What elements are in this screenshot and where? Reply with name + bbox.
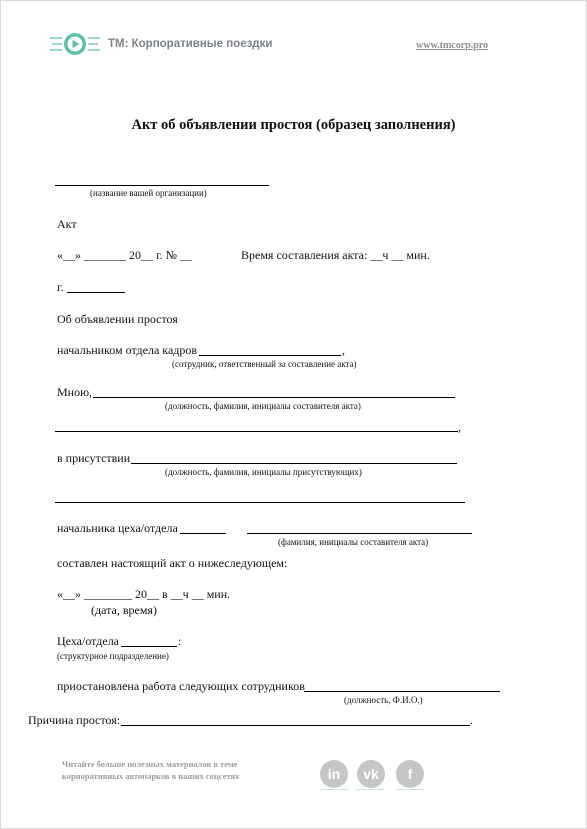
linkedin-icon[interactable]: in [320, 760, 348, 788]
shop-head-name-line [247, 533, 472, 534]
vk-underline [357, 789, 385, 790]
facebook-icon[interactable]: f [396, 760, 424, 788]
act-label: Акт [57, 217, 77, 231]
city-label: г. [57, 280, 64, 294]
act-time: Время составления акта: __ч __ мин. [241, 248, 430, 262]
event-datetime: «__» ________ 20__ в __ч __ мин. [57, 587, 231, 601]
tm-logo-icon [50, 32, 100, 56]
reason-line [121, 725, 470, 726]
dept-label: Цеха/отдела [57, 634, 120, 648]
by-me-caption: (должность, фамилия, инициалы составителя акта) [165, 401, 361, 411]
linkedin-underline [320, 789, 348, 790]
shop-head-caption: (фамилия, инициалы составителя акта) [278, 537, 429, 547]
org-name-line [55, 185, 269, 186]
by-me-line-2 [55, 431, 458, 432]
facebook-underline [396, 789, 424, 790]
hr-head-caption: (сотрудник, ответственный за составление акта) [172, 359, 357, 369]
city-line [67, 292, 125, 293]
suspended-line [304, 691, 500, 692]
hr-head-comma: , [342, 343, 345, 357]
website-link[interactable]: www.tmcorp.pro [416, 40, 489, 51]
presence-caption: (должность, фамилия, инициалы присутствующих) [165, 467, 362, 477]
presence-line [131, 463, 457, 464]
event-datetime-caption: (дата, время) [91, 603, 157, 617]
hr-head-line [199, 355, 341, 356]
dept-line [121, 646, 177, 647]
by-me-line [93, 397, 455, 398]
by-me-comma: , [458, 420, 461, 434]
brand-name: ТМ: Корпоративные поездки [108, 38, 273, 50]
dept-caption: (структурное подразделение) [57, 651, 169, 661]
reason-dot: . [470, 713, 473, 727]
vk-icon[interactable]: vk [357, 760, 385, 788]
by-me-label: Мною, [57, 385, 93, 399]
shop-head-label: начальника цеха/отдела [57, 521, 178, 535]
suspended-caption: (должность, Ф.И.О.) [344, 695, 423, 705]
suspended-label: приостановлена работа следующих сотрудников [57, 679, 305, 693]
act-date-number: «__» _______ 20__ г. № __ [57, 248, 193, 262]
footer-text: Читайте больше полезных материалов в теме корпоративных автопарков в наших соцсетях [62, 759, 240, 781]
reason-label: Причина простоя: [28, 713, 121, 727]
page-title: Акт об объявлении простоя (образец заполнения) [131, 117, 456, 133]
shop-head-line [180, 533, 226, 534]
presence-label: в присутствии [57, 451, 131, 465]
drawn-up-label: составлен настоящий акт о нижеследующем: [57, 556, 288, 570]
dept-colon: : [178, 634, 182, 648]
presence-line-2 [55, 502, 465, 503]
hr-head-label: начальником отдела кадров [57, 343, 198, 357]
org-name-caption: (название вашей организации) [90, 188, 207, 198]
subject-label: Об объявлении простоя [57, 312, 178, 326]
